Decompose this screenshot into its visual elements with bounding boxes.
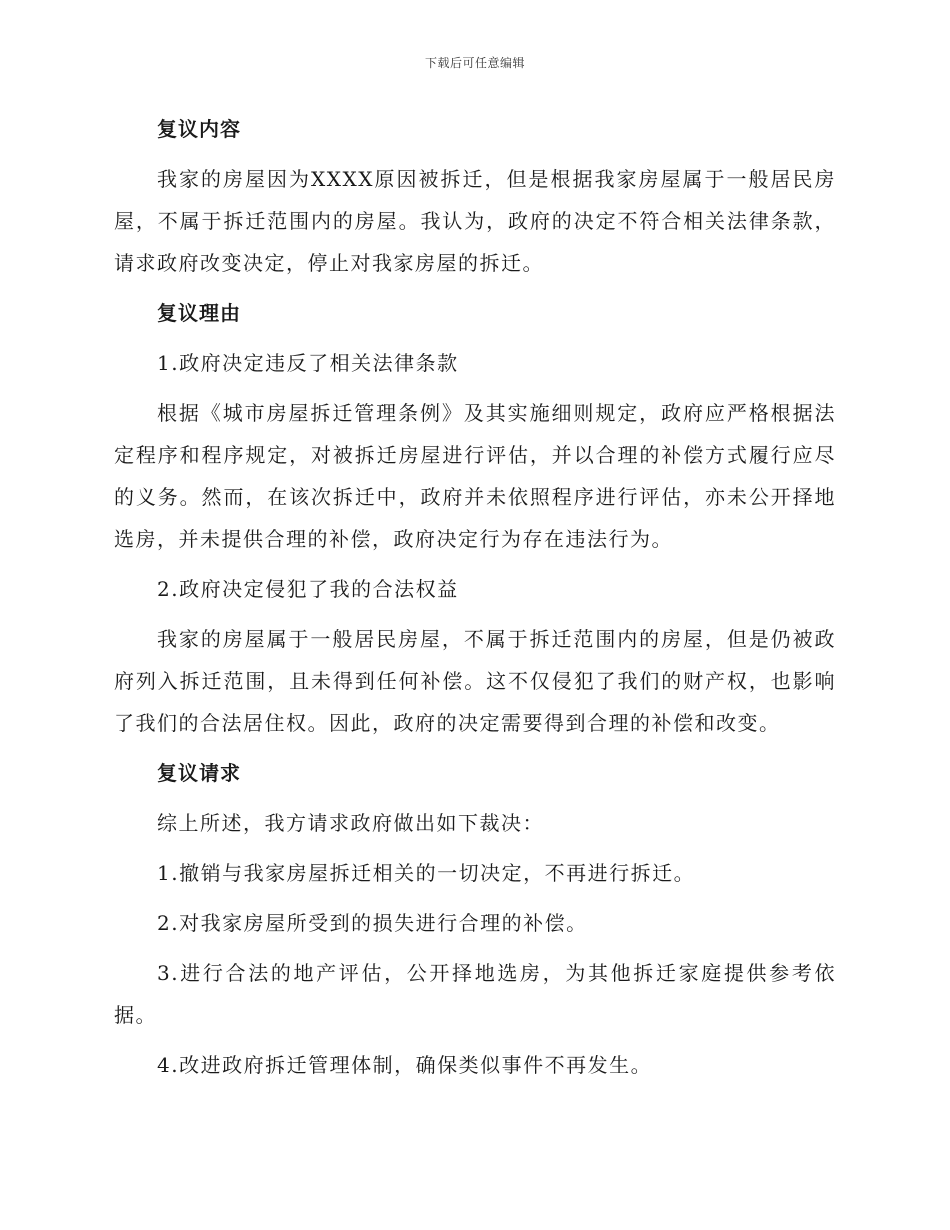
section-title-content: 复议内容 — [157, 117, 241, 141]
reason-1-title: 1.政府决定违反了相关法律条款 — [157, 351, 459, 375]
document-body — [114, 108, 836, 1094]
section-title-reasons: 复议理由 — [157, 301, 241, 325]
reason-1-text: 根据《城市房屋拆迁管理条例》及其实施细则规定，政府应严格根据法定程序和程序规定，对被拆迁房屋进行评估，并以合理的补偿方式履行应尽的义务。然而，在该次拆迁中，政府并未依照程序进行评估，亦未公开择地选房，并未提供合理的补偿，政府决定行为存在违法行为。 — [114, 401, 836, 551]
request-item-2: 2.对我家房屋所受到的损失进行合理的补偿。 — [157, 911, 588, 935]
request-item-4: 4.改进政府拆迁管理体制，确保类似事件不再发生。 — [157, 1053, 653, 1077]
page-header-note: 下载后可任意编辑 — [424, 56, 525, 70]
request-item-3: 3.进行合法的地产评估，公开择地选房，为其他拆迁家庭提供参考依据。 — [114, 961, 836, 1027]
reason-2-title: 2.政府决定侵犯了我的合法权益 — [157, 577, 459, 601]
section-title-requests: 复议请求 — [157, 761, 241, 785]
content-paragraph: 我家的房屋因为XXXX原因被拆迁，但是根据我家房屋属于一般居民房屋，不属于拆迁范围内的房屋。我认为，政府的决定不符合相关法律条款，请求政府改变决定，停止对我家房屋的拆迁。 — [114, 167, 836, 275]
reason-2-text: 我家的房屋属于一般居民房屋，不属于拆迁范围内的房屋，但是仍被政府列入拆迁范围，且未得到任何补偿。这不仅侵犯了我们的财产权，也影响了我们的合法居住权。因此，政府的决定需要得到合理的补偿和改变。 — [114, 627, 836, 735]
request-item-1: 1.撤销与我家房屋拆迁相关的一切决定，不再进行拆迁。 — [157, 861, 696, 885]
requests-intro: 综上所述，我方请求政府做出如下裁决： — [157, 811, 544, 835]
